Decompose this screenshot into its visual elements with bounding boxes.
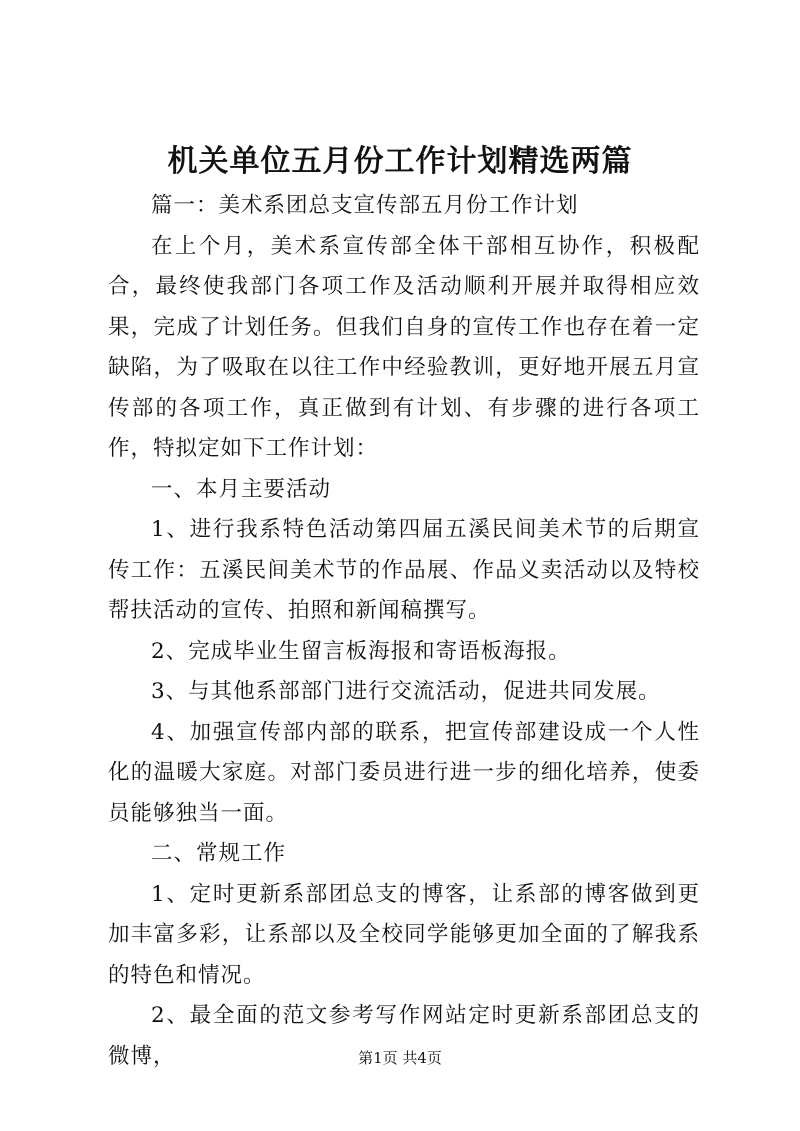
- section-heading-main-activities: 一、本月主要活动: [151, 476, 332, 502]
- document-body: [108, 186, 700, 1077]
- list-item-activity-2: 2、完成毕业生留言板海报和寄语板海报。: [151, 638, 571, 664]
- list-item-routine-2: 2、最全面的范文参考写作网站定时更新系部团总支的微博，: [108, 1003, 700, 1069]
- document-title: 机关单位五月份工作计划精选两篇: [167, 144, 633, 179]
- section-heading-part-one: 篇一：美术系团总支宣传部五月份工作计划: [151, 193, 579, 218]
- section-heading-routine-work: 二、常规工作: [151, 841, 287, 866]
- page-number-footer: 第1页 共4页: [358, 1049, 442, 1067]
- paragraph-intro: 在上个月，美术系宣传部全体干部相互协作，积极配合，最终使我部门各项工作及活动顺利开展并取得相应效果，完成了计划任务。但我们自身的宣传工作也存在着一定缺陷，为了吸取在以往工作中经验教训，更好地开展五月宣传部的各项工作，真正做到有计划、有步骤的进行各项工作，特拟定如下工作计划：: [108, 233, 700, 461]
- list-item-routine-1: 1、定时更新系部团总支的博客，让系部的博客做到更加丰富多彩，让系部以及全校同学能够更加全面的了解我系的特色和情况。: [108, 881, 700, 988]
- list-item-activity-3: 3、与其他系部部门进行交流活动，促进共同发展。: [151, 679, 661, 704]
- list-item-activity-4: 4、加强宣传部内部的联系，把宣传部建设成一个人性化的温暖大家庭。对部门委员进行进一步的细化培养，使委员能够独当一面。: [108, 719, 700, 826]
- list-item-activity-1: 1、进行我系特色活动第四届五溪民间美术节的后期宣传工作：五溪民间美术节的作品展、作品义卖活动以及特校帮扶活动的宣传、拍照和新闻稿撰写。: [108, 517, 700, 623]
